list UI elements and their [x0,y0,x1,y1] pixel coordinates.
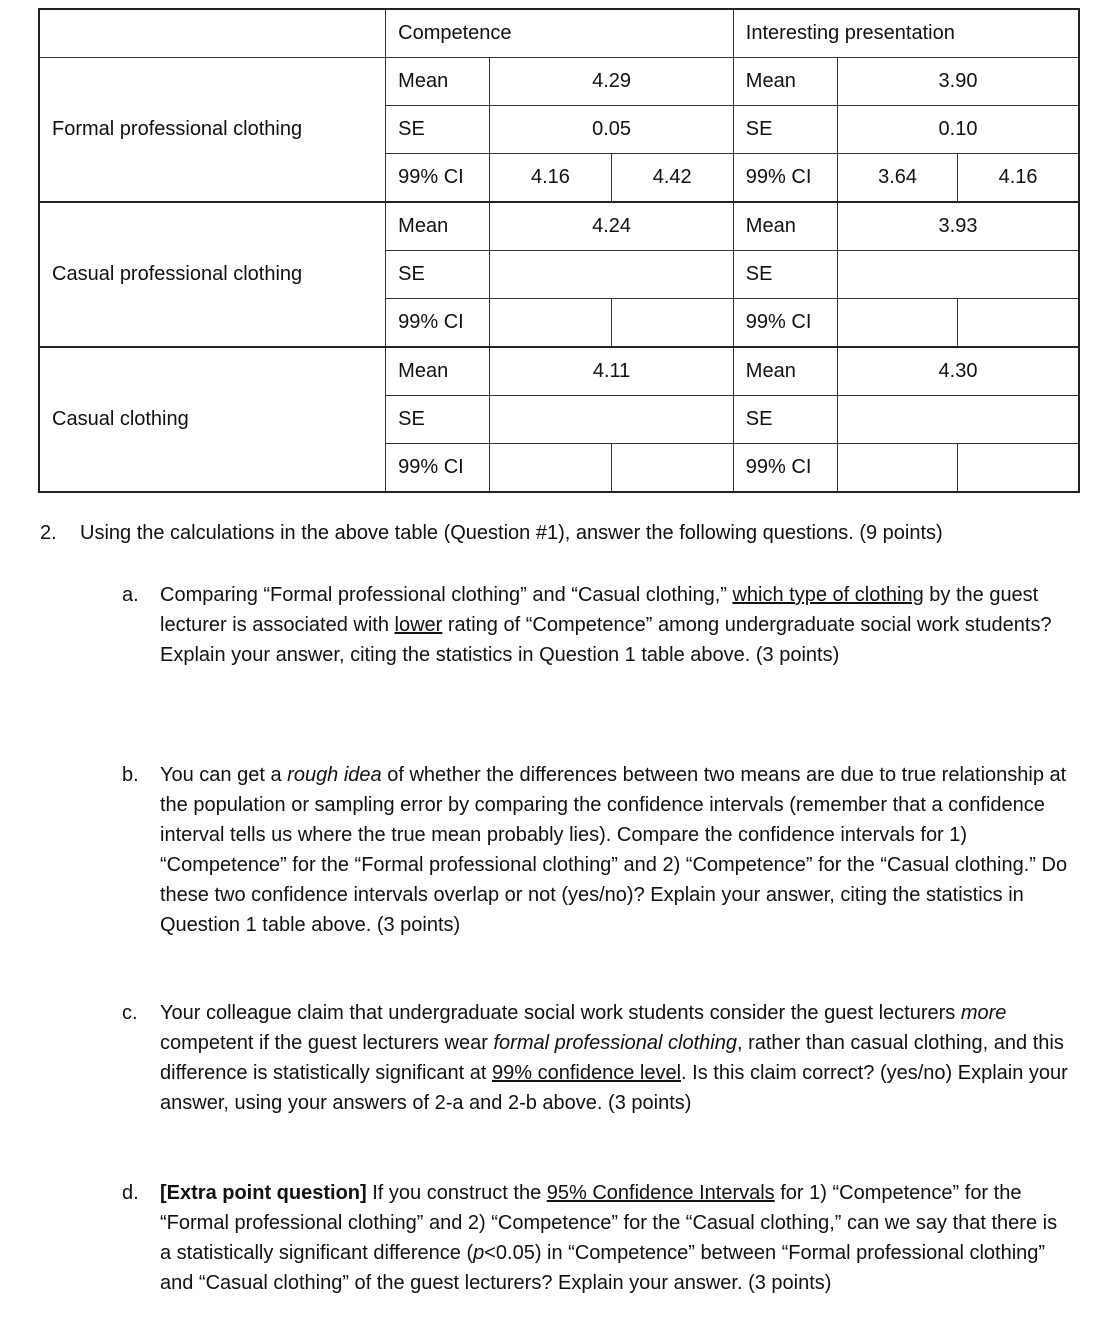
interesting-ci-low [837,444,957,493]
row-label-ci: 99% CI [733,154,837,203]
competence-se: 0.05 [490,106,733,154]
row-label-ci: 99% CI [733,444,837,493]
row-label-mean: Mean [733,58,837,106]
results-table [38,8,1080,493]
row-label-se: SE [386,106,490,154]
question-2d [122,1178,1072,1298]
competence-ci-low [490,299,611,348]
interesting-se: 0.10 [837,106,1079,154]
competence-ci-low: 4.16 [490,154,611,203]
subquestion-letter: d. [122,1182,139,1204]
group-label: Casual professional clothing [39,202,386,347]
table-row [39,347,1079,396]
question-2c [122,998,1072,1118]
row-label-se: SE [733,106,837,154]
row-label-se: SE [733,396,837,444]
interesting-ci-high: 4.16 [958,154,1079,203]
competence-mean: 4.11 [490,347,733,396]
interesting-mean: 3.93 [837,202,1079,251]
row-label-mean: Mean [386,202,490,251]
competence-ci-high [611,299,733,348]
competence-ci-low [490,444,611,493]
row-label-mean: Mean [733,347,837,396]
competence-se [490,396,733,444]
header-row [39,9,1079,58]
subquestion-letter: c. [122,1002,138,1024]
header-competence: Competence [386,9,734,58]
table-row [39,202,1079,251]
question-2b [122,760,1072,940]
competence-mean: 4.24 [490,202,733,251]
subquestion-text: Comparing “Formal professional clothing” and “Casual clothing,” which type of clothing by the guest lecturer is associated with lower rating of “Competence” among undergraduate social work students? Explain your answer, citing the statistics in Question 1 table above. (3 points) [160,584,1052,666]
group-label: Formal professional clothing [39,58,386,203]
row-label-mean: Mean [386,58,490,106]
row-label-ci: 99% CI [386,299,490,348]
interesting-mean: 4.30 [837,347,1079,396]
interesting-se [837,251,1079,299]
subquestion-text: [Extra point question] If you construct the 95% Confidence Intervals for 1) “Competence” for the “Formal professional clothing” and 2) “Competence” for the “Casual clothing,” can we say that there is a statistically significant difference (p<0.05) in “Competence” between “Formal professional clothing” and “Casual clothing” of the guest lecturers? Explain your answer. (3 points) [160,1182,1058,1294]
group-label: Casual clothing [39,347,386,492]
table-row [39,58,1079,106]
interesting-ci-high [958,444,1079,493]
competence-mean: 4.29 [490,58,733,106]
interesting-ci-low [837,299,957,348]
row-label-se: SE [386,396,490,444]
interesting-se [837,396,1079,444]
competence-se [490,251,733,299]
subquestion-text: You can get a rough idea of whether the differences between two means are due to true relationship at the population or sampling error by comparing the confidence intervals (remember that a confidence interval tells us where the true mean probably lies). Compare the confidence intervals for 1) “Competence” for the “Formal professional clothing” and 2) “Competence” for the “Casual clothing.” Do these two confidence intervals overlap or not (yes/no)? Explain your answer, citing the statistics in Question 1 table above. (3 points) [160,764,1068,936]
row-label-ci: 99% CI [386,444,490,493]
header-empty-cell [39,9,386,58]
subquestion-text: Your colleague claim that undergraduate social work students consider the guest lecturers more competent if the guest lecturers wear formal professional clothing, rather than casual clothing, and this difference is statistically significant at 99% confidence level. Is this claim correct? (yes/no) Explain your answer, using your answers of 2-a and 2-b above. (3 points) [160,1002,1068,1114]
question-2 [40,522,943,545]
competence-ci-high: 4.42 [611,154,733,203]
subquestion-letter: a. [122,584,139,606]
interesting-mean: 3.90 [837,58,1079,106]
question-2a [122,580,1072,670]
row-label-se: SE [386,251,490,299]
row-label-ci: 99% CI [386,154,490,203]
subquestion-letter: b. [122,764,139,786]
row-label-ci: 99% CI [733,299,837,348]
question-number: 2. [40,522,57,544]
header-interesting: Interesting presentation [733,9,1079,58]
row-label-mean: Mean [733,202,837,251]
question-text: Using the calculations in the above table (Question #1), answer the following questions. (9 points) [80,522,943,544]
interesting-ci-high [958,299,1079,348]
interesting-ci-low: 3.64 [837,154,957,203]
row-label-mean: Mean [386,347,490,396]
row-label-se: SE [733,251,837,299]
competence-ci-high [611,444,733,493]
